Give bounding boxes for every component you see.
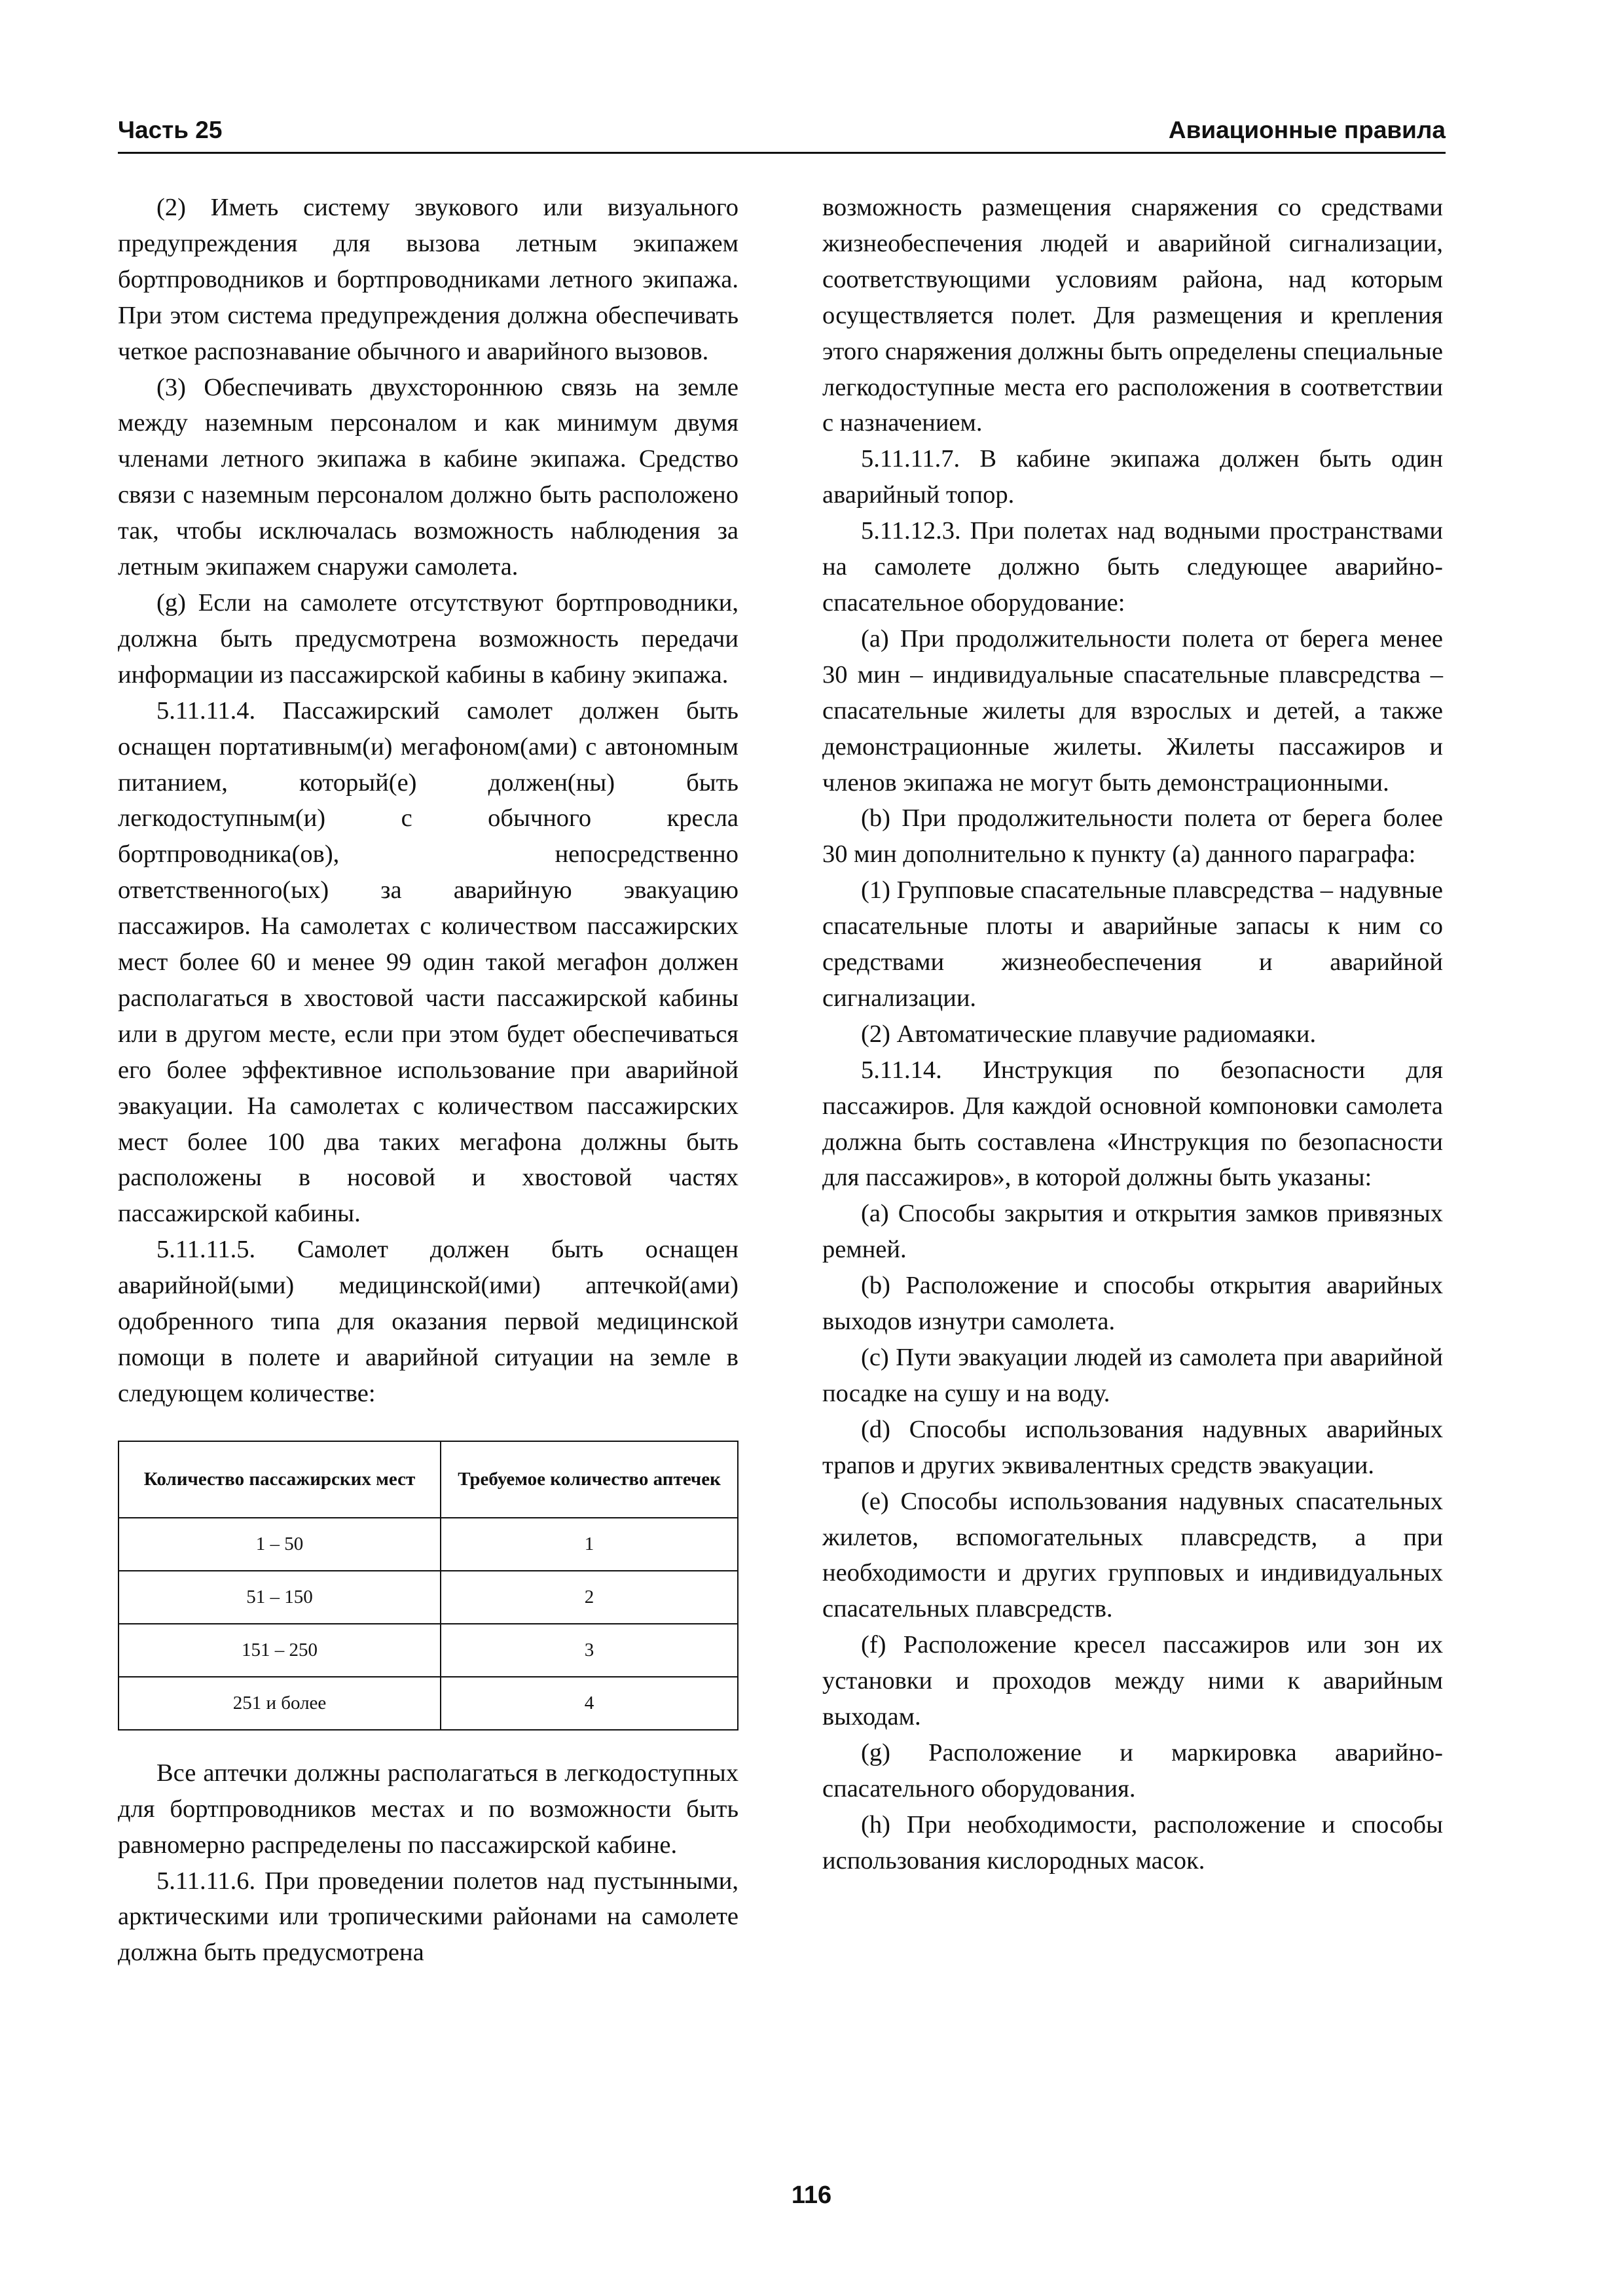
table-cell: 151 – 250	[119, 1624, 441, 1677]
paragraph: (f) Расположение кресел пассажиров или зон их установки и проходов между ними к аварийным выходам.	[822, 1631, 1443, 1731]
right-column	[822, 190, 1443, 1879]
table-cell: 1 – 50	[119, 1518, 441, 1571]
paragraph: (1) Групповые спасательные плавсредства – надувные спасательные плоты и аварийные запасы к ним со средствами жизнеобеспечения и аварийной сигнализации.	[822, 876, 1443, 1012]
first-aid-kits-table	[118, 1441, 739, 1731]
table-cell: 3	[441, 1624, 738, 1677]
paragraph: (h) При необходимости, расположение и способы использования кислородных масок.	[822, 1810, 1443, 1874]
paragraph: (b) При продолжительности полета от берега более 30 мин дополнительно к пункту (a) данного параграфа:	[822, 804, 1443, 869]
paragraph: (b) Расположение и способы открытия аварийных выходов изнутри самолета.	[822, 1272, 1443, 1336]
table-cell: 251 и более	[119, 1677, 441, 1730]
paragraph: (d) Способы использования надувных аварийных трапов и других эквивалентных средств эвакуации.	[822, 1415, 1443, 1479]
paragraph: (a) При продолжительности полета от берега менее 30 мин – индивидуальные спасательные плавсредства – спасательные жилеты для взрослых и детей, а также демонстрационные жилеты. Жилеты пассажиров и членов экипажа не могут быть демонстрационными.	[822, 624, 1443, 797]
table-cell: 1	[441, 1518, 738, 1571]
paragraph: (2) Автоматические плавучие радиомаяки.	[861, 1020, 1317, 1048]
paragraph: 5.11.11.6. При проведении полетов над пустынными, арктическими или тропическими районами на самолете должна быть предусмотрена	[118, 1867, 739, 1967]
table-row	[119, 1518, 738, 1571]
paragraph: (3) Обеспечивать двухстороннюю связь на земле между наземным персоналом и как минимум двумя членами летного экипажа в кабине экипажа. Средство связи с наземным персоналом должно быть расположено так, чтобы исключалась возможность наблюдения за летным экипажем снаружи самолета.	[118, 373, 739, 581]
paragraph: (g) Расположение и маркировка аварийно-спасательного оборудования.	[822, 1738, 1443, 1803]
paragraph: (g) Если на самолете отсутствуют бортпроводники, должна быть предусмотрена возможность передачи информации из пассажирской кабины в кабину экипажа.	[118, 588, 739, 689]
table-row	[119, 1571, 738, 1624]
table-cell: 4	[441, 1677, 738, 1730]
paragraph: Все аптечки должны располагаться в легкодоступных для бортпроводников местах и по возможности быть равномерно распределены по пассажирской кабине.	[118, 1759, 739, 1859]
table-row	[119, 1677, 738, 1730]
paragraph: 5.11.11.4. Пассажирский самолет должен быть оснащен портативным(и) мегафоном(ами) с автономным питанием, который(е) должен(ны) быть легкодоступным(и) с обычного кресла бортпроводника(ов), непосредственно ответственного(ых) за аварийную эвакуацию пассажиров. На самолетах с количеством пассажирских мест более 60 и менее 99 один такой мегафон должен располагаться в хвостовой части пассажирской кабины или в другом месте, если при этом будет обеспечиваться его более эффективное использование при аварийной эвакуации. На самолетах с количеством пассажирских мест более 100 два таких мегафона должны быть расположены в носовой и хвостовой частях пассажирской кабины.	[118, 696, 739, 1228]
paragraph: (e) Способы использования надувных спасательных жилетов, вспомогательных плавсредств, а при необходимости и других групповых и индивидуальных спасательных плавсредств.	[822, 1487, 1443, 1623]
paragraph: (a) Способы закрытия и открытия замков привязных ремней.	[822, 1200, 1443, 1264]
column-header-seats: Количество пассажирских мест	[119, 1441, 441, 1518]
paragraph: 5.11.11.5. Самолет должен быть оснащен аварийной(ыми) медицинской(ими) аптечкой(ами) одобренного типа для оказания первой медицинской помощи в полете и аварийной ситуации на земле в следующем количестве:	[118, 1236, 739, 1407]
part-label: Часть 25	[118, 117, 223, 143]
paragraph: 5.11.12.3. При полетах над водными пространствами на самолете должно быть следующее аварийно-спасательное оборудование:	[822, 517, 1443, 617]
paragraph: (2) Иметь систему звукового или визуального предупреждения для вызова летным экипажем бортпроводников и бортпроводниками летного экипажа. При этом система предупреждения должна обеспечивать четкое распознавание обычного и аварийного вызовов.	[118, 194, 739, 365]
paragraph: 5.11.11.7. В кабине экипажа должен быть один аварийный топор.	[822, 445, 1443, 509]
column-header-kits: Требуемое количество аптечек	[441, 1441, 738, 1518]
page-number: 116	[791, 2181, 832, 2209]
paragraph: (c) Пути эвакуации людей из самолета при аварийной посадке на сушу и на воду.	[822, 1344, 1443, 1407]
document-title: Авиационные правила	[1168, 117, 1446, 143]
paragraph: 5.11.14. Инструкция по безопасности для пассажиров. Для каждой основной компоновки самолета должна быть составлена «Инструкция по безопасности для пассажиров», в которой должны быть указаны:	[822, 1056, 1443, 1192]
left-column	[118, 190, 739, 1971]
table-header-row	[119, 1441, 738, 1518]
table-cell: 2	[441, 1571, 738, 1624]
table-row	[119, 1624, 738, 1677]
paragraph-continuation: возможность размещения снаряжения со средствами жизнеобеспечения людей и аварийной сигнализации, соответствующими условиям района, над которым осуществляется полет. Для размещения и крепления этого снаряжения должны быть определены специальные легкодоступные места его расположения в соответствии с назначением.	[822, 194, 1443, 437]
table-cell: 51 – 150	[119, 1571, 441, 1624]
running-header	[118, 113, 1446, 154]
